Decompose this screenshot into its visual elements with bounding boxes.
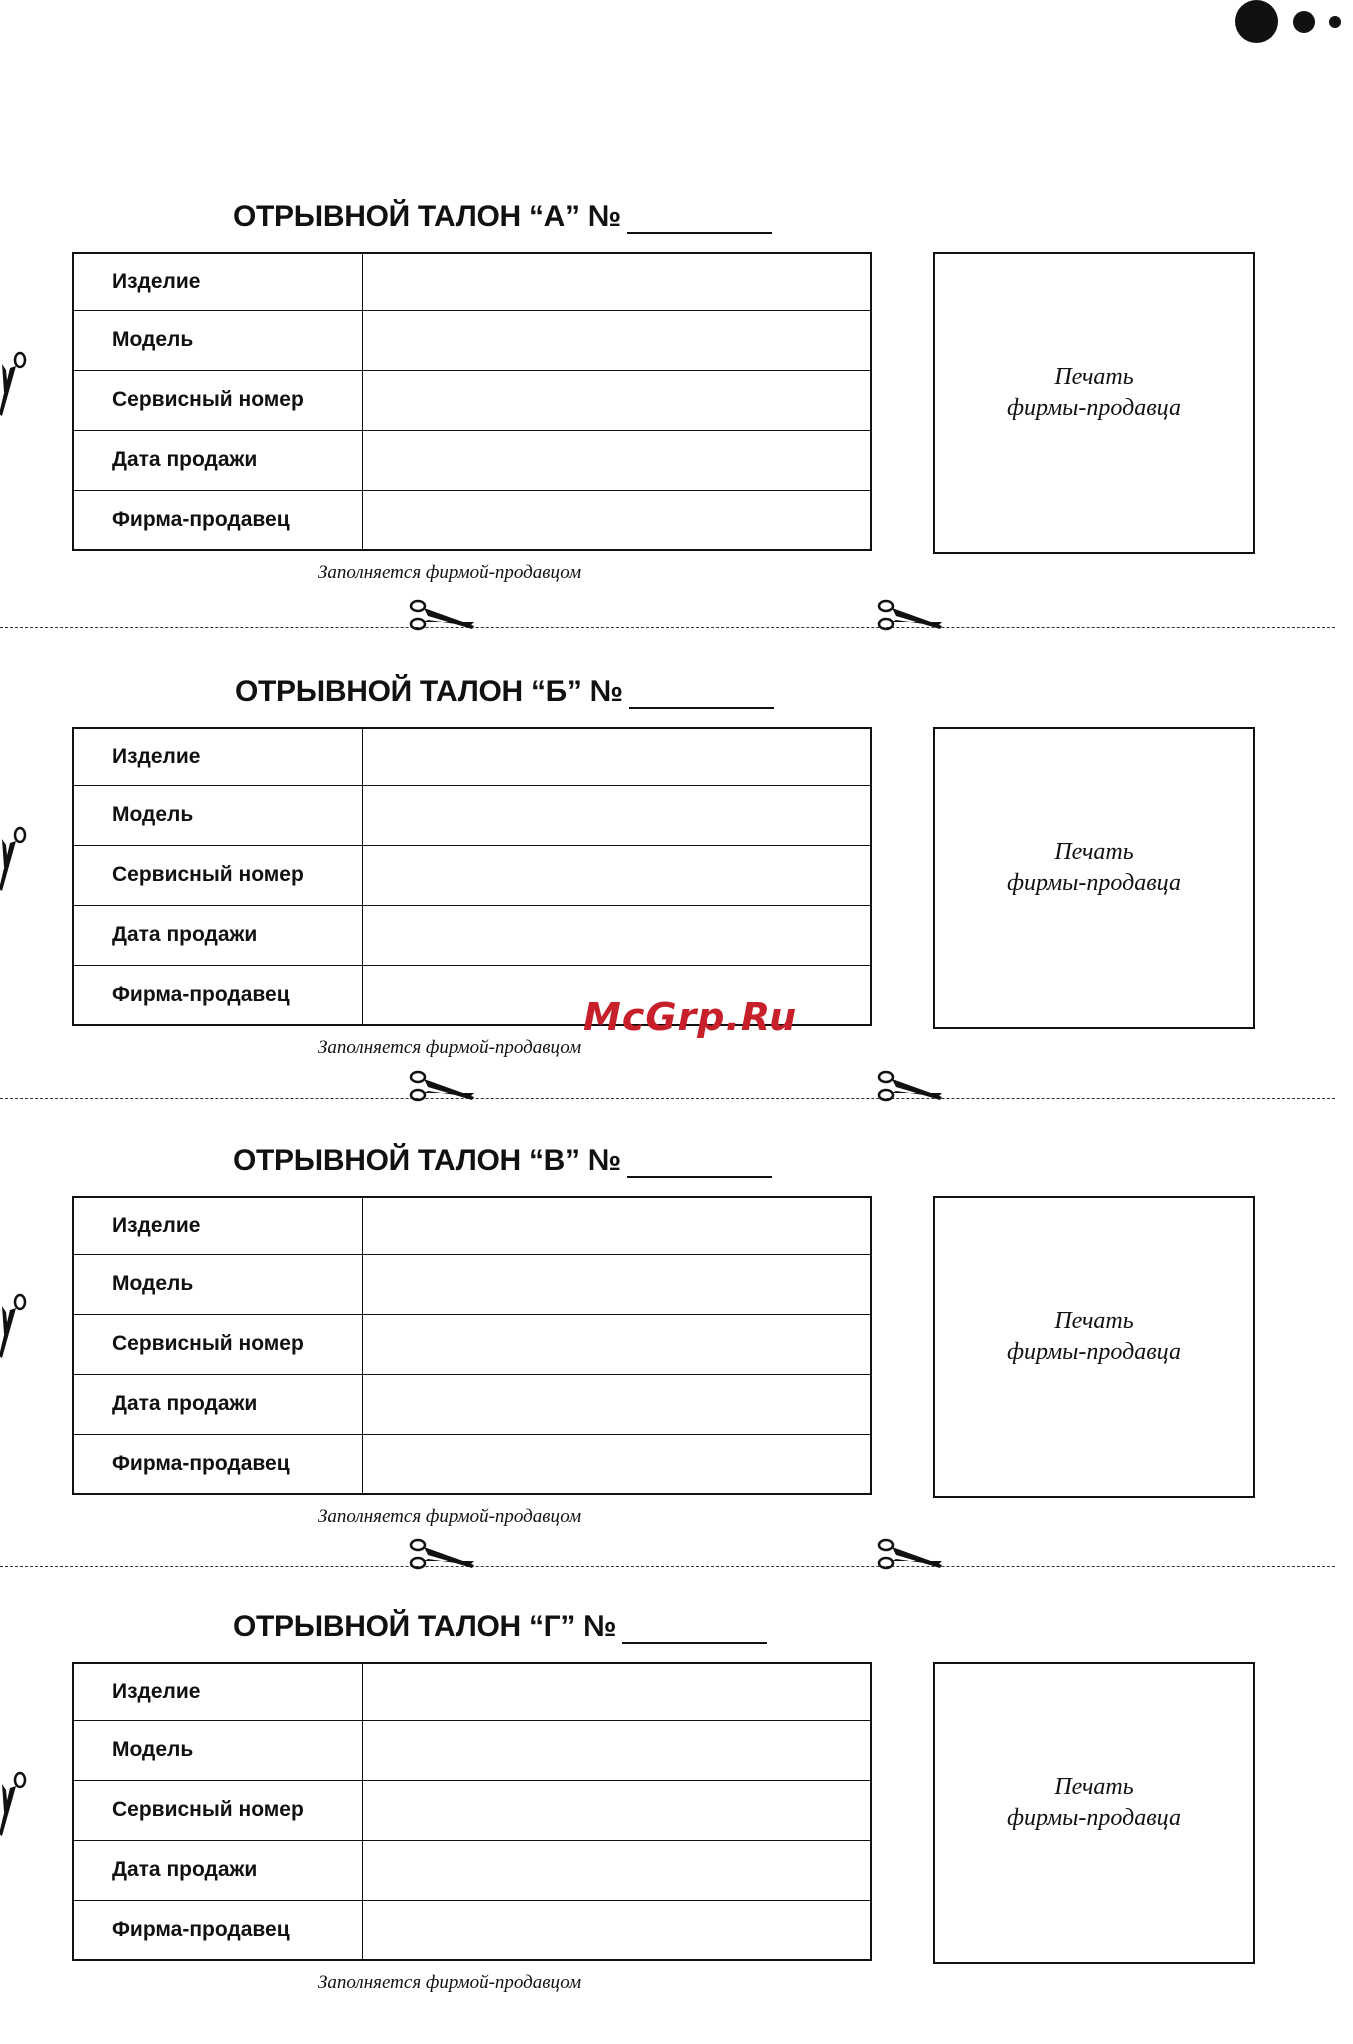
scissors-icon xyxy=(876,596,946,636)
form-label: Фирма-продавец xyxy=(73,965,363,1025)
fill-note: Заполняется фирмой-продавцом xyxy=(318,562,582,583)
scissors-icon xyxy=(0,1770,30,1840)
form-field-product[interactable] xyxy=(363,728,872,785)
form-label: Сервисный номер xyxy=(73,1780,363,1840)
watermark: McGrp.Ru xyxy=(583,995,798,1039)
coupon-form xyxy=(72,252,872,551)
stamp-label-line2: фирмы-продавца xyxy=(1007,1805,1181,1831)
scissors-icon xyxy=(0,825,30,895)
coupon-form xyxy=(72,1662,872,1961)
scissors-icon xyxy=(408,1067,478,1107)
scissors-icon xyxy=(408,596,478,636)
form-label: Модель xyxy=(73,310,363,370)
form-field-sale-date[interactable] xyxy=(363,905,872,965)
form-row-service-number xyxy=(73,845,871,905)
scissors-icon xyxy=(408,1535,478,1575)
form-label: Фирма-продавец xyxy=(73,490,363,550)
form-field-product[interactable] xyxy=(363,1663,872,1720)
seller-stamp-box xyxy=(933,1196,1255,1498)
form-row-model xyxy=(73,785,871,845)
form-row-model xyxy=(73,1254,871,1314)
form-field-sale-date[interactable] xyxy=(363,1374,872,1434)
form-row-sale-date xyxy=(73,1840,871,1900)
coupon-title-text: ОТРЫВНОЙ ТАЛОН “В” № xyxy=(233,1144,621,1177)
form-row-product xyxy=(73,1663,871,1720)
page-marker-dots xyxy=(1233,0,1353,60)
form-field-service-number[interactable] xyxy=(363,845,872,905)
form-field-service-number[interactable] xyxy=(363,1780,872,1840)
stamp-label-line2: фирмы-продавца xyxy=(1007,870,1181,896)
coupon-title xyxy=(233,200,772,234)
seller-stamp-box xyxy=(933,1662,1255,1964)
stamp-label-line1: Печать xyxy=(1054,364,1134,390)
fill-note: Заполняется фирмой-продавцом xyxy=(318,1037,582,1058)
cut-line xyxy=(0,627,1335,628)
form-label: Сервисный номер xyxy=(73,845,363,905)
form-row-service-number xyxy=(73,1780,871,1840)
dot-large xyxy=(1235,0,1278,43)
form-field-sale-date[interactable] xyxy=(363,1840,872,1900)
scissors-icon xyxy=(0,350,30,420)
form-label: Модель xyxy=(73,1254,363,1314)
fill-note: Заполняется фирмой-продавцом xyxy=(318,1972,582,1993)
form-row-product xyxy=(73,253,871,310)
form-field-product[interactable] xyxy=(363,1197,872,1254)
coupon-g xyxy=(0,1610,1353,2010)
form-field-seller[interactable] xyxy=(363,1434,872,1494)
form-row-service-number xyxy=(73,1314,871,1374)
coupon-title xyxy=(235,675,774,709)
form-row-model xyxy=(73,310,871,370)
number-blank xyxy=(622,1616,767,1644)
form-label: Дата продажи xyxy=(73,905,363,965)
fill-note: Заполняется фирмой-продавцом xyxy=(318,1506,582,1527)
coupon-title-text: ОТРЫВНОЙ ТАЛОН “А” № xyxy=(233,200,621,233)
form-row-model xyxy=(73,1720,871,1780)
number-blank xyxy=(627,206,772,234)
form-field-service-number[interactable] xyxy=(363,370,872,430)
stamp-label-line2: фирмы-продавца xyxy=(1007,1339,1181,1365)
seller-stamp-box xyxy=(933,252,1255,554)
form-row-seller xyxy=(73,490,871,550)
form-label: Изделие xyxy=(73,1197,363,1254)
number-blank xyxy=(627,1150,772,1178)
coupon-title-text: ОТРЫВНОЙ ТАЛОН “Б” № xyxy=(235,675,623,708)
form-field-model[interactable] xyxy=(363,1720,872,1780)
scissors-icon xyxy=(0,1292,30,1362)
coupon-title-text: ОТРЫВНОЙ ТАЛОН “Г” № xyxy=(233,1610,617,1643)
stamp-label-line1: Печать xyxy=(1054,1308,1134,1334)
form-label: Модель xyxy=(73,1720,363,1780)
form-label: Дата продажи xyxy=(73,430,363,490)
form-label: Изделие xyxy=(73,728,363,785)
dot-medium xyxy=(1293,11,1315,33)
form-field-model[interactable] xyxy=(363,785,872,845)
coupon-a xyxy=(0,200,1353,600)
form-field-seller[interactable] xyxy=(363,490,872,550)
seller-stamp-box xyxy=(933,727,1255,1029)
form-label: Сервисный номер xyxy=(73,1314,363,1374)
form-field-model[interactable] xyxy=(363,1254,872,1314)
form-label: Дата продажи xyxy=(73,1374,363,1434)
form-label: Дата продажи xyxy=(73,1840,363,1900)
form-row-seller xyxy=(73,1900,871,1960)
form-label: Сервисный номер xyxy=(73,370,363,430)
cut-line xyxy=(0,1566,1335,1567)
coupon-title xyxy=(233,1610,767,1644)
form-label: Модель xyxy=(73,785,363,845)
form-field-seller[interactable] xyxy=(363,1900,872,1960)
scissors-icon xyxy=(876,1067,946,1107)
stamp-label-line1: Печать xyxy=(1054,839,1134,865)
form-field-model[interactable] xyxy=(363,310,872,370)
number-blank xyxy=(629,681,774,709)
form-row-sale-date xyxy=(73,430,871,490)
form-row-sale-date xyxy=(73,1374,871,1434)
form-row-product xyxy=(73,1197,871,1254)
form-label: Изделие xyxy=(73,1663,363,1720)
form-field-service-number[interactable] xyxy=(363,1314,872,1374)
form-label: Изделие xyxy=(73,253,363,310)
form-row-seller xyxy=(73,1434,871,1494)
form-field-sale-date[interactable] xyxy=(363,430,872,490)
coupon-title xyxy=(233,1144,772,1178)
dot-small xyxy=(1329,16,1341,28)
form-row-product xyxy=(73,728,871,785)
coupon-form xyxy=(72,727,872,1026)
form-label: Фирма-продавец xyxy=(73,1900,363,1960)
scissors-icon xyxy=(876,1535,946,1575)
cut-line xyxy=(0,1098,1335,1099)
coupon-v xyxy=(0,1144,1353,1544)
stamp-label-line1: Печать xyxy=(1054,1774,1134,1800)
stamp-label-line2: фирмы-продавца xyxy=(1007,395,1181,421)
coupon-form xyxy=(72,1196,872,1495)
form-row-service-number xyxy=(73,370,871,430)
form-row-sale-date xyxy=(73,905,871,965)
form-label: Фирма-продавец xyxy=(73,1434,363,1494)
form-field-product[interactable] xyxy=(363,253,872,310)
